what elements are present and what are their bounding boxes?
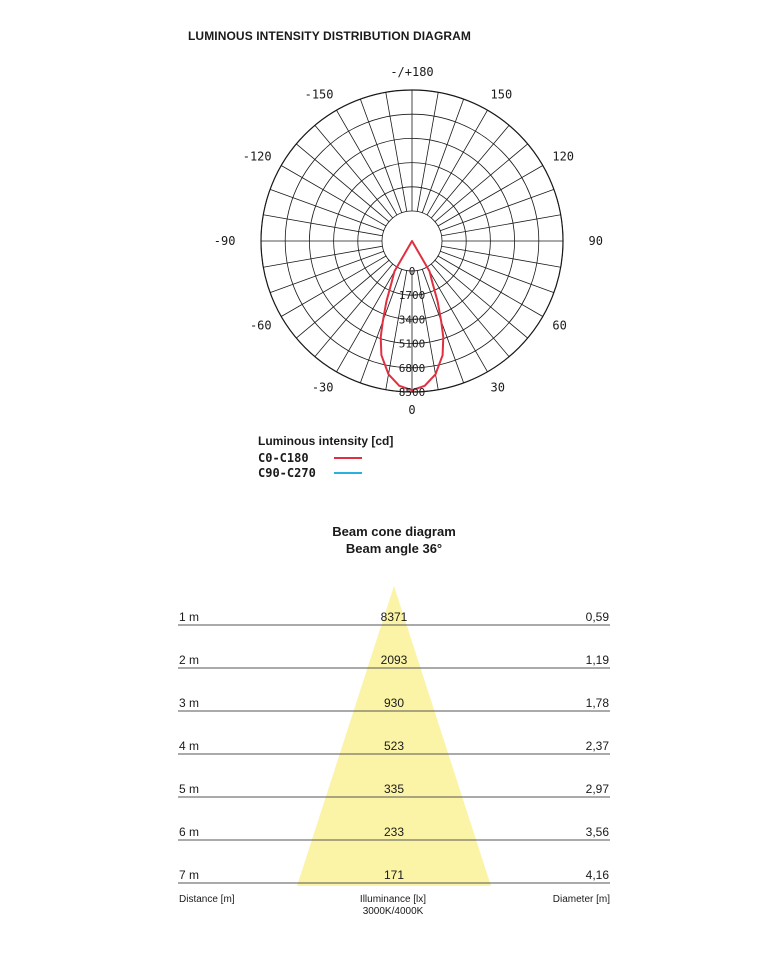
illuminance-value: 233 <box>383 825 405 839</box>
legend-label-c0: C0-C180 <box>258 450 309 465</box>
beam-angle-subtitle: Beam angle 36° <box>345 541 443 556</box>
distance-label: 1 m <box>179 610 200 624</box>
polar-tick-label: 5100 <box>398 337 426 351</box>
diameter-value: 2,97 <box>585 782 609 796</box>
polar-tick-label: 6800 <box>398 361 426 375</box>
beam-cone-title: Beam cone diagram <box>332 524 456 539</box>
distance-label: 5 m <box>179 782 200 796</box>
polar-angle-label: 120 <box>552 149 575 164</box>
distance-label: 6 m <box>179 825 200 839</box>
diameter-value: 3,56 <box>585 825 609 839</box>
page-title: LUMINOUS INTENSITY DISTRIBUTION DIAGRAM <box>188 29 472 43</box>
polar-tick-label: 3400 <box>398 313 426 327</box>
polar-angle-label: -120 <box>242 149 272 164</box>
polar-angle-label: 60 <box>552 318 567 333</box>
illuminance-value: 335 <box>383 782 405 796</box>
illuminance-column-label: Illuminance [lx] <box>359 894 427 905</box>
polar-tick-label: 8500 <box>398 386 426 399</box>
polar-angle-label: 30 <box>490 380 505 395</box>
polar-angle-label: -90 <box>213 234 236 248</box>
polar-angle-label: 90 <box>588 234 603 248</box>
diameter-value: 2,37 <box>585 739 609 753</box>
illuminance-value: 8371 <box>380 610 408 624</box>
legend-label-c90: C90-C270 <box>258 465 316 480</box>
diameter-value: 1,19 <box>585 653 609 667</box>
illuminance-value: 2093 <box>380 653 408 667</box>
polar-angle-label: 150 <box>490 87 513 102</box>
diameter-value: 1,78 <box>585 696 609 710</box>
polar-angle-label: -60 <box>249 318 272 333</box>
illuminance-value: 171 <box>383 868 405 882</box>
polar-angle-label: -150 <box>304 87 334 102</box>
beam-cone-shape <box>297 586 491 886</box>
distance-label: 7 m <box>179 868 200 882</box>
polar-angle-label: -/+180 <box>390 65 434 79</box>
polar-tick-label: 1700 <box>398 289 426 303</box>
diameter-value: 0,59 <box>585 610 609 624</box>
distance-label: 2 m <box>179 653 200 667</box>
illuminance-value: 523 <box>383 739 405 753</box>
diameter-column-label: Diameter [m] <box>552 894 610 905</box>
distance-label: 4 m <box>179 739 200 753</box>
polar-angle-label: 0 <box>408 403 416 417</box>
distance-label: 3 m <box>179 696 200 710</box>
distance-column-label: Distance [m] <box>179 894 235 905</box>
diameter-value: 4,16 <box>585 868 609 882</box>
polar-tick-label: 0 <box>408 265 416 278</box>
illuminance-cct-label: 3000K/4000K <box>362 906 424 917</box>
legend-title: Luminous intensity [cd] <box>258 434 394 448</box>
illuminance-value: 930 <box>383 696 405 710</box>
polar-angle-label: -30 <box>311 380 334 395</box>
